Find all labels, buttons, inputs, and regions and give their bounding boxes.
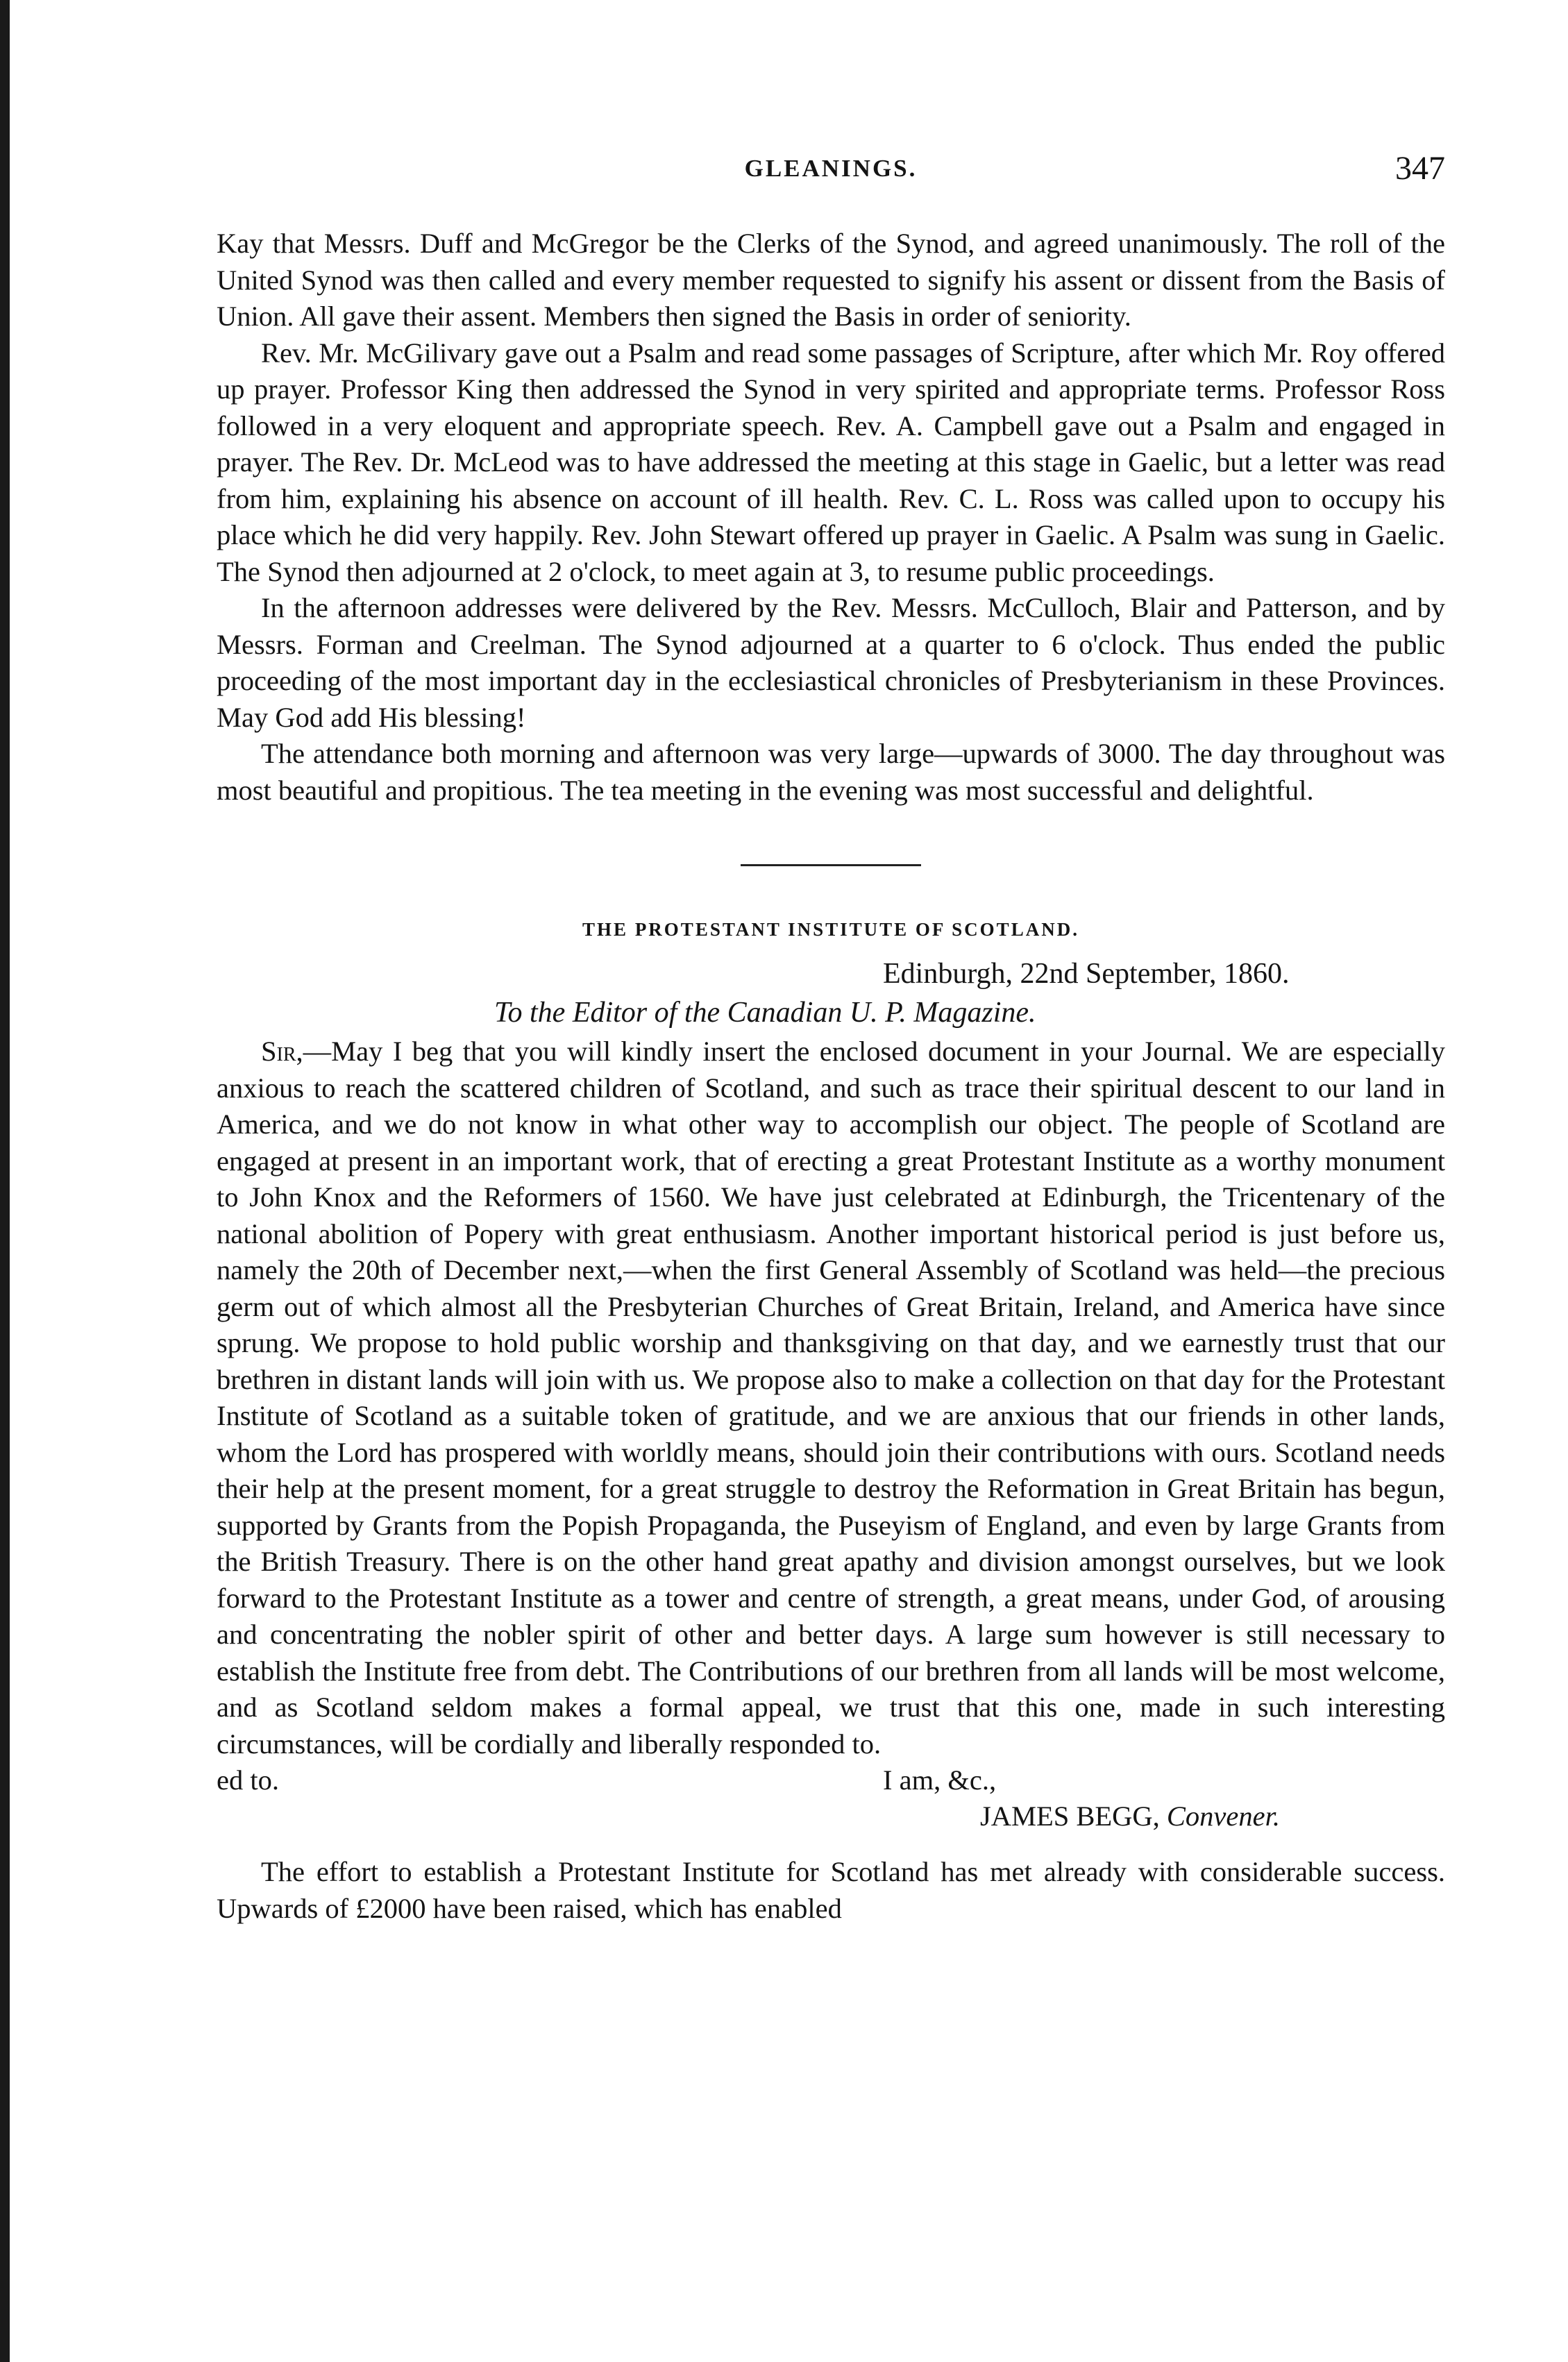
signature-name: JAMES BEGG,	[980, 1800, 1160, 1832]
paragraph-3: In the afternoon addresses were delivered by the Rev. Messrs. McCulloch, Blair and Patterson, and by Messrs. Forman and Creelman. The Synod adjourned at a quarter to 6 o'clock. Thus ended the public proceeding of the most important day in the ecclesiastical chronicles of Presbyterianism in these Provinces. May God add His blessing!	[217, 592, 1445, 733]
paragraph-final: The effort to establish a Protestant Institute for Scotland has met already with considerable success. Upwards of £2000 have been raised, which has enabled	[217, 1856, 1445, 1924]
signature-title: Convener.	[1166, 1800, 1280, 1832]
paragraph-1: Kay that Messrs. Duff and McGregor be the Clerks of the Synod, and agreed unanimously. The roll of the United Synod was then called and every member requested to signify his assent or dissent from the Basis of Union. All gave their assent. Members then signed the Basis in order of seniority.	[217, 228, 1445, 332]
page-number: 347	[1395, 150, 1445, 187]
page	[217, 149, 1445, 1927]
binding-edge	[0, 0, 10, 2362]
addressee: To the Editor of the Canadian U. P. Magazine.	[494, 997, 1036, 1029]
section-divider	[741, 864, 921, 866]
article-title: THE PROTESTANT INSTITUTE OF SCOTLAND.	[582, 919, 1079, 940]
letter-closing	[217, 1762, 1445, 1798]
running-head	[217, 149, 1445, 198]
closing-right: I am, &c.,	[883, 1764, 997, 1796]
letter-body-text: —May I beg that you will kindly insert the enclosed document in your Journal. We are especially anxious to reach the scattered children of Scotland, and such as trace their spiritual descent to our land in America, and we do not know in what other way to accomplish our object. The people of Scotland are engaged at present in an important work, that of erecting a great Protestant Institute as a worthy monument to John Knox and the Reformers of 1560. We have just celebrated at Edinburgh, the Tricentenary of the national abolition of Popery with great enthusiasm. Another important historical period is just before us, namely the 20th of December next,—when the first General Assembly of Scotland was held—the precious germ out of which almost all the Presbyterian Churches of Great Britain, Ireland, and America have since sprung. We propose to hold public worship and thanksgiving on that day, and we earnestly trust that our brethren in distant lands will join with us. We propose also to make a collection on that day for the Protestant Institute of Scotland as a suitable token of gratitude, and we are anxious that our friends in other lands, whom the Lord has prospered with worldly means, should join their contributions with ours. Scotland needs their help at the present moment, for a great struggle to destroy the Reformation in Great Britain has begun, supported by Grants from the Popish Propaganda, the Puseyism of England, and even by large Grants from the British Treasury. There is on the other hand great apathy and division amongst ourselves, but we look forward to the Protestant Institute as a tower and centre of strength, a great means, under God, of arousing and concentrating the nobler spirit of other and better days. A large sum however is still necessary to establish the Institute free from debt. The Contributions of our brethren from all lands will be most welcome, and as Scotland seldom makes a formal appeal, we trust that this one, made in such interesting circumstances, will be cordially and liberally responded to.	[217, 1036, 1445, 1760]
paragraph-4: The attendance both morning and afternoon was very large—upwards of 3000. The day throughout was most beautiful and propitious. The tea meeting in the evening was most successful and delightful.	[217, 738, 1445, 806]
letter	[217, 919, 1445, 1834]
signature	[217, 1798, 1445, 1834]
salutation: Sir,	[261, 1036, 303, 1067]
letter-body	[217, 1034, 1445, 1762]
synod-report	[217, 226, 1445, 809]
paragraph-2: Rev. Mr. McGilivary gave out a Psalm and read some passages of Scripture, after which Mr. Roy offered up prayer. Professor King then addressed the Synod in very spirited and appropriate terms. Professor Ross followed in a very eloquent and appropriate speech. Rev. A. Campbell gave out a Psalm and engaged in prayer. The Rev. Dr. McLeod was to have addressed the meeting at this stage in Gaelic, but a letter was read from him, explaining his absence on account of ill health. Rev. C. L. Ross was called upon to occupy his place which he did very happily. Rev. John Stewart offered up prayer in Gaelic. A Psalm was sung in Gaelic. The Synod then adjourned at 2 o'clock, to meet again at 3, to resume public proceedings.	[217, 337, 1445, 587]
dateline: Edinburgh, 22nd September, 1860.	[883, 958, 1290, 990]
running-title: GLEANINGS.	[744, 155, 918, 182]
closing-left: ed to.	[217, 1764, 279, 1796]
